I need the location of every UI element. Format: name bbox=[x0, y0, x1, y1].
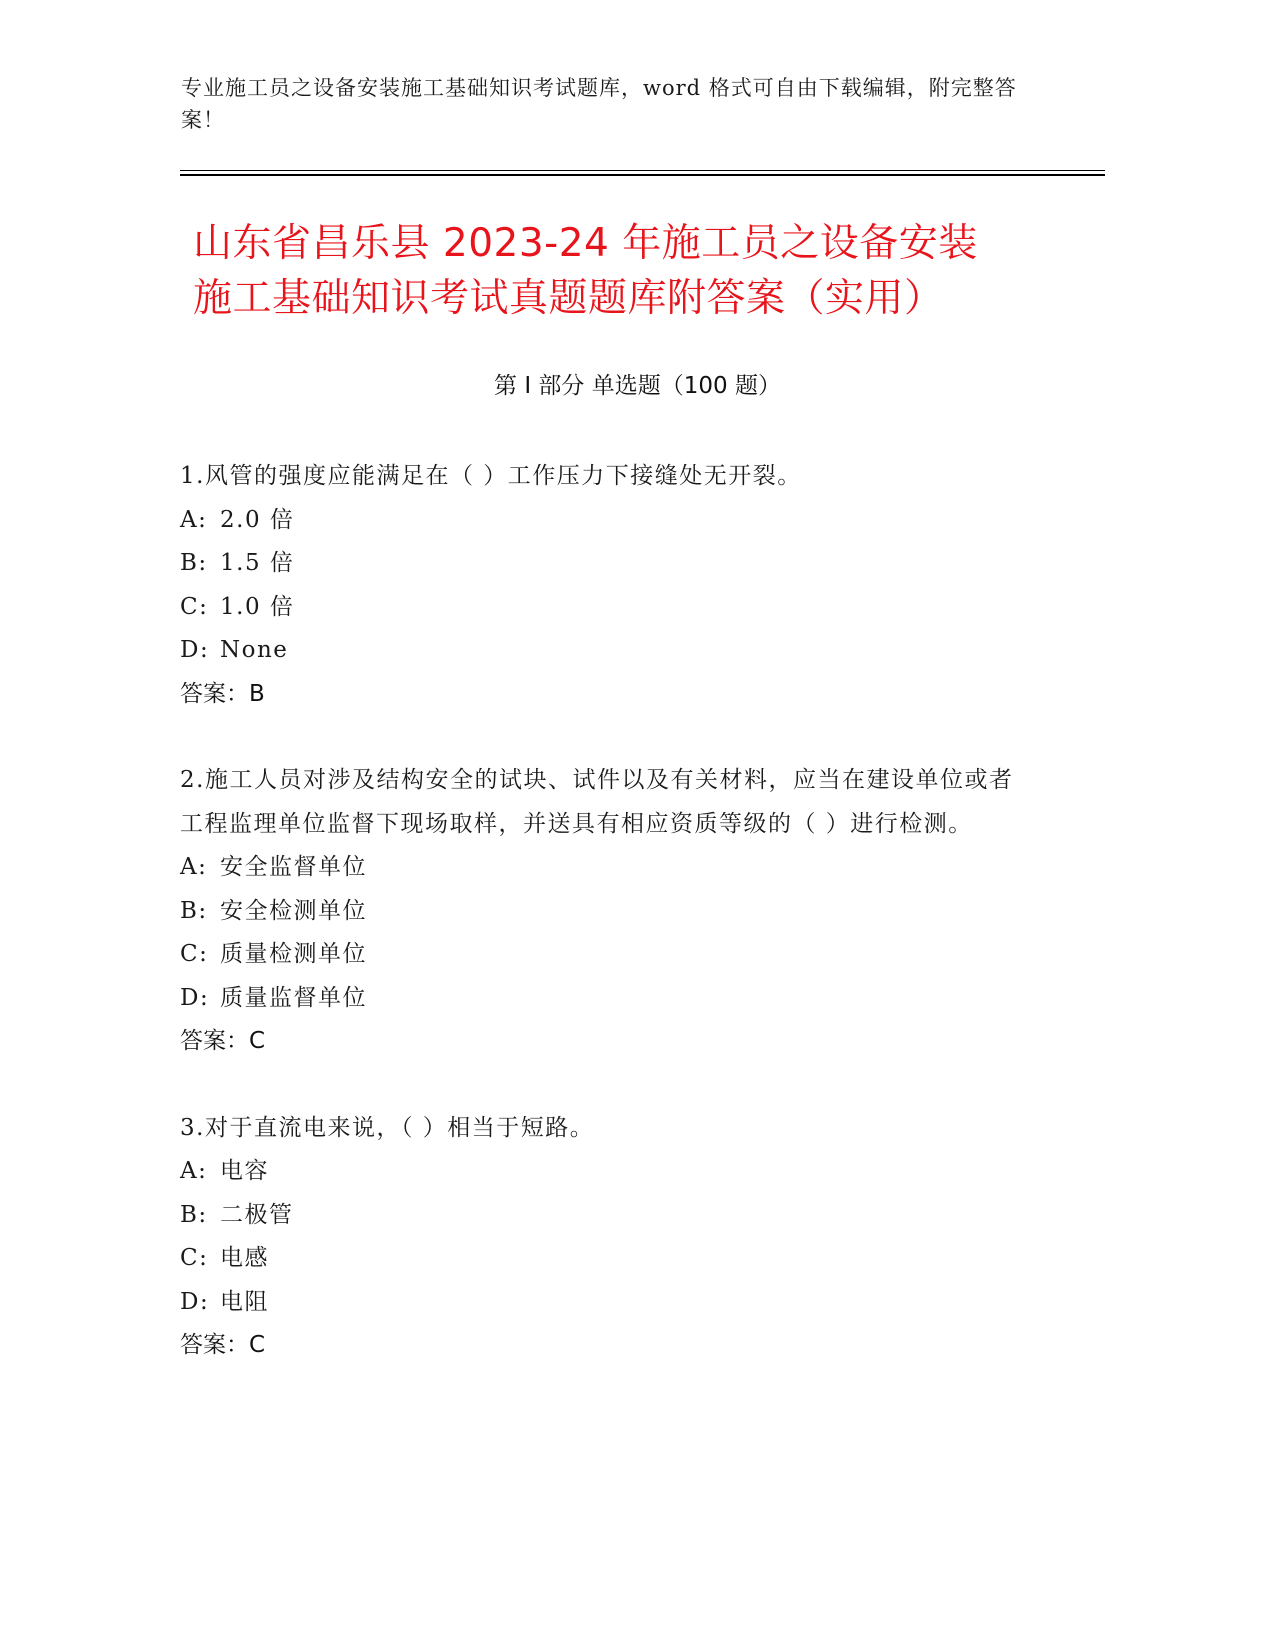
header-note: 专业施工员之设备安装施工基础知识考试题库，word 格式可自由下载编辑，附完整答案！ bbox=[181, 76, 1017, 132]
answer: 答案：C bbox=[180, 1028, 266, 1054]
option-text: None bbox=[220, 637, 289, 663]
question-stem: 1.风管的强度应能满足在（ ）工作压力下接缝处无开裂。 bbox=[180, 463, 802, 489]
option-text: 质量监督单位 bbox=[220, 984, 367, 1011]
option-key: A: bbox=[180, 506, 208, 533]
option-key: D: bbox=[180, 1288, 210, 1315]
option-d bbox=[180, 977, 1030, 1021]
header-divider-thin bbox=[180, 170, 1105, 171]
option-key: C: bbox=[180, 1245, 209, 1271]
answer: 答案：B bbox=[180, 680, 265, 707]
option-b bbox=[180, 890, 1030, 934]
option-key: B: bbox=[180, 897, 208, 924]
question-stem: 2.施工人员对涉及结构安全的试块、试件以及有关材料，应当在建设单位或者工程监理单位监督下现场取样，并送具有相应资质等级的（ ）进行检测。 bbox=[180, 767, 1014, 837]
option-c bbox=[180, 586, 1030, 630]
option-key: B: bbox=[180, 1201, 208, 1228]
question-stem: 3.对于直流电来说，（ ）相当于短路。 bbox=[180, 1114, 595, 1141]
option-key: B: bbox=[180, 550, 208, 576]
option-a bbox=[180, 1150, 1030, 1194]
option-a bbox=[180, 846, 1030, 890]
option-c bbox=[180, 1237, 1030, 1281]
section-title: 第 I 部分 单选题（100 题） bbox=[494, 373, 781, 399]
option-key: A: bbox=[180, 1158, 208, 1184]
question-list bbox=[180, 455, 1030, 1411]
option-key: A: bbox=[180, 854, 208, 880]
answer: 答案：C bbox=[180, 1332, 266, 1358]
header-divider-thick bbox=[180, 174, 1105, 176]
option-text: 电阻 bbox=[220, 1288, 269, 1315]
option-text: 电容 bbox=[220, 1158, 269, 1184]
option-key: D: bbox=[180, 984, 210, 1011]
option-text: 2.0 倍 bbox=[220, 506, 295, 533]
option-key: D: bbox=[180, 637, 210, 663]
option-text: 安全检测单位 bbox=[220, 897, 367, 924]
option-text: 电感 bbox=[220, 1245, 269, 1271]
option-text: 质量检测单位 bbox=[220, 941, 367, 967]
option-b bbox=[180, 542, 1030, 586]
document-title-line-2: 施工基础知识考试真题题库附答案（实用） bbox=[193, 276, 944, 321]
option-key: C: bbox=[180, 941, 209, 967]
option-d bbox=[180, 629, 1030, 673]
option-a bbox=[180, 499, 1030, 543]
question-3 bbox=[180, 1107, 1030, 1368]
option-c bbox=[180, 933, 1030, 977]
option-text: 1.0 倍 bbox=[220, 593, 295, 620]
option-d bbox=[180, 1281, 1030, 1325]
option-b bbox=[180, 1194, 1030, 1238]
option-text: 二极管 bbox=[220, 1201, 294, 1228]
question-2 bbox=[180, 759, 1030, 1064]
option-key: C: bbox=[180, 593, 209, 620]
option-text: 安全监督单位 bbox=[220, 854, 367, 880]
question-1 bbox=[180, 455, 1030, 716]
document-title bbox=[193, 216, 1073, 326]
option-text: 1.5 倍 bbox=[220, 550, 295, 576]
document-title-line-1: 山东省昌乐县 2023-24 年施工员之设备安装 bbox=[193, 221, 978, 266]
